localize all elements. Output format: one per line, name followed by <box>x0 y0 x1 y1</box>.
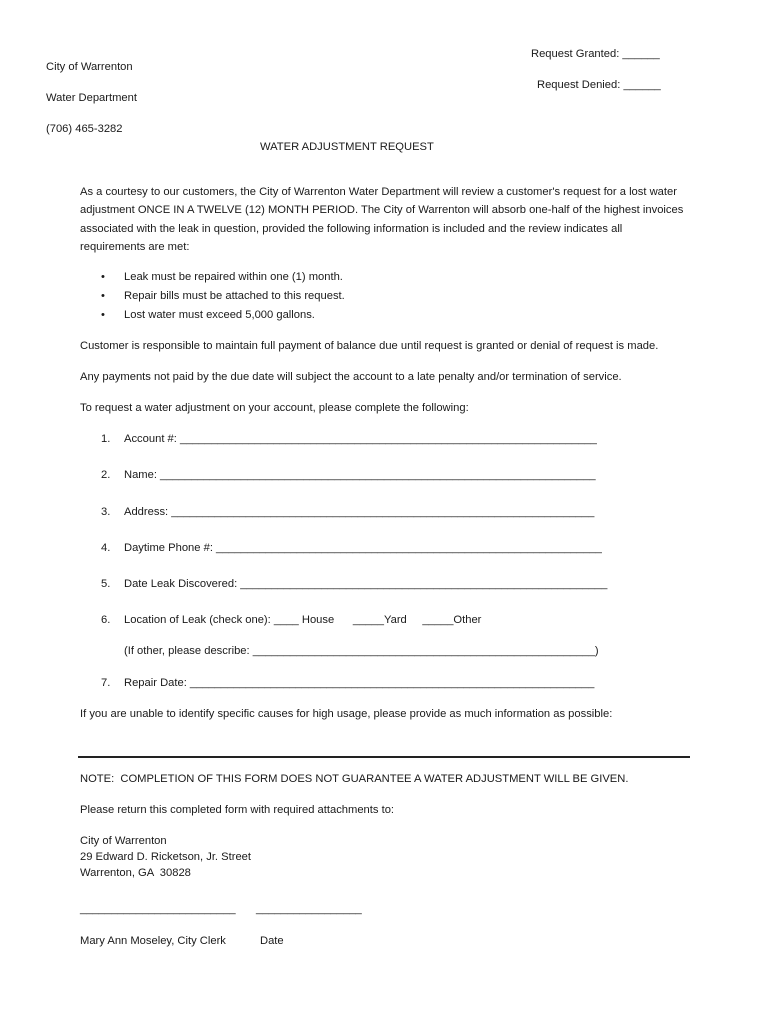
leak-location-field[interactable]: Location of Leak (check one): ____ House _____Yard _____Other <box>124 614 482 626</box>
field-number: 5. <box>101 578 111 590</box>
request-denied: Request Denied: ______ <box>537 79 661 91</box>
return-address-line1: City of Warrenton <box>80 835 167 847</box>
field-number: 1. <box>101 433 111 445</box>
clerk-name: Mary Ann Moseley, City Clerk <box>80 935 226 947</box>
field-number: 6. <box>101 614 111 626</box>
return-address-line2: 29 Edward D. Ricketson, Jr. Street <box>80 851 251 863</box>
request-granted: Request Granted: ______ <box>531 48 660 60</box>
requirement-item: Leak must be repaired within one (1) month. <box>124 271 343 283</box>
address-field[interactable]: Address: ____________________________________________________________________ <box>124 506 595 518</box>
date-label: Date <box>260 935 284 947</box>
description-line[interactable] <box>78 756 690 758</box>
penalty-paragraph: Any payments not paid by the due date will subject the account to a late penalty and/or termination of service. <box>80 371 622 383</box>
header-phone: (706) 465-3282 <box>46 123 123 135</box>
date-line[interactable]: _________________ <box>256 903 362 915</box>
date-leak-discovered-field[interactable]: Date Leak Discovered: ___________________________________________________________ <box>124 578 608 590</box>
bullet-icon: • <box>101 290 105 302</box>
high-usage-note: If you are unable to identify specific causes for high usage, please provide as much information as possible: <box>80 708 613 720</box>
daytime-phone-field[interactable]: Daytime Phone #: ______________________________________________________________ <box>124 542 602 554</box>
disclaimer-note: NOTE: COMPLETION OF THIS FORM DOES NOT GUARANTEE A WATER ADJUSTMENT WILL BE GIVEN. <box>80 773 629 785</box>
page-title: WATER ADJUSTMENT REQUEST <box>260 141 434 153</box>
field-number: 7. <box>101 677 111 689</box>
return-instructions: Please return this completed form with required attachments to: <box>80 804 395 816</box>
name-field[interactable]: Name: ______________________________________________________________________ <box>124 469 596 481</box>
bullet-icon: • <box>101 271 105 283</box>
header-city: City of Warrenton <box>46 61 133 73</box>
account-field[interactable]: Account #: ___________________________________________________________________ <box>124 433 597 445</box>
header-department: Water Department <box>46 92 137 104</box>
field-number: 2. <box>101 469 111 481</box>
bullet-icon: • <box>101 309 105 321</box>
return-address-line3: Warrenton, GA 30828 <box>80 867 191 879</box>
repair-date-field[interactable]: Repair Date: _________________________________________________________________ <box>124 677 595 689</box>
field-number: 3. <box>101 506 111 518</box>
signature-line[interactable]: _________________________ <box>80 903 236 915</box>
instructions-paragraph: To request a water adjustment on your account, please complete the following: <box>80 402 469 414</box>
requirement-item: Lost water must exceed 5,000 gallons. <box>124 309 315 321</box>
field-number: 4. <box>101 542 111 554</box>
intro-paragraph: As a courtesy to our customers, the City of Warrenton Water Department will review a customer's request for a lost water adjustment ONCE IN A TWELVE (12) MONTH PERIOD. The City of Warrenton will absorb one-half of the highest invoices associated with the leak in question, provided the following information is included and the review indicates all requirements are met: <box>80 186 684 254</box>
other-describe-field[interactable]: (If other, please describe: _______________________________________________________) <box>124 645 599 657</box>
requirement-item: Repair bills must be attached to this request. <box>124 290 345 302</box>
payment-paragraph: Customer is responsible to maintain full payment of balance due until request is granted or denial of request is made. <box>80 340 659 352</box>
